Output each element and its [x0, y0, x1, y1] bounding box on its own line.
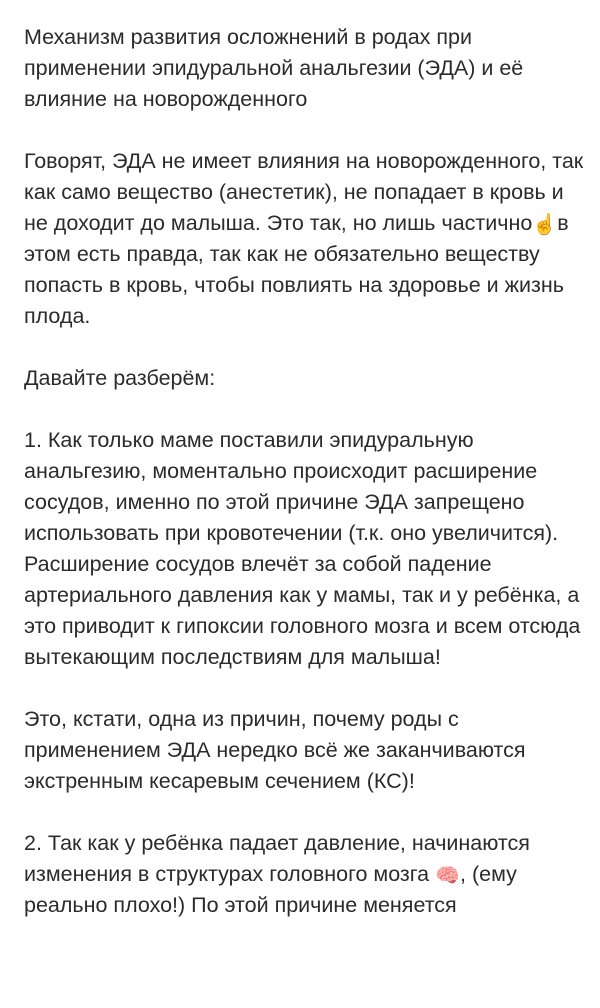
pointing-up-icon: ☝ — [532, 214, 558, 236]
brain-icon: 🧠 — [435, 865, 460, 887]
paragraph-point-2 — [24, 828, 586, 921]
paragraph-lets-analyze: Давайте разберём: — [24, 366, 216, 390]
paragraph-cs-note: Это, кстати, одна из причин, почему роды с применением ЭДА нередко всё же заканчиваются экстренным кесаревым сечением (КС)! — [24, 707, 526, 793]
post-body — [24, 22, 586, 952]
paragraph-intro-text-2: в этом есть правда, так как не обязательно веществу попасть в кровь, чтобы повлиять на здоровье и жизнь плода. — [24, 211, 569, 328]
paragraph-intro — [24, 146, 586, 332]
paragraph-point-2-text-1: 2. Так как у ребёнка падает давление, начинаются изменения в структурах головного мозга — [24, 831, 530, 886]
paragraph-point-1: 1. Как только маме поставили эпидуральную анальгезию, моментально происходит расширение сосудов, именно по этой причине ЭДА запрещено использовать при кровотечении (т.к. оно увеличится). Расширение сосудов влечёт за собой падение артериального давления как у мамы, так и у ребёнка, а это приводит к гипоксии головного мозга и всем отсюда вытекающим последствиям для малыша! — [24, 428, 581, 669]
post-title-paragraph: Механизм развития осложнений в родах при применении эпидуральной анальгезии (ЭДА) и её влияние на новорожденного — [24, 25, 524, 111]
paragraph-point-2-text-2: , (ему реально плохо!) По этой причине меняется — [24, 862, 517, 917]
paragraph-intro-text-1: Говорят, ЭДА не имеет влияния на новорожденного, так как само вещество (анестетик), не попадает в кровь и не доходит до малыша. Это так, но лишь частично — [24, 149, 584, 235]
